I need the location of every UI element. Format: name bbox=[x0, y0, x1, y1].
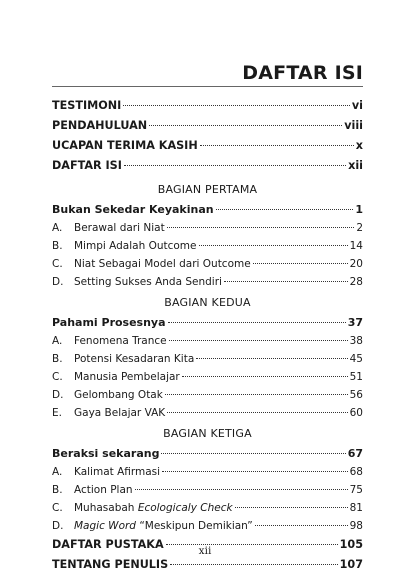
subsection-letter: C. bbox=[52, 502, 63, 514]
toc-entry-label: DAFTAR PUSTAKA bbox=[52, 538, 164, 551]
dot-leader bbox=[168, 322, 346, 323]
subsection-letter: C. bbox=[52, 258, 63, 270]
dot-leader bbox=[224, 281, 348, 282]
part-heading: BAGIAN PERTAMA bbox=[157, 183, 258, 196]
dot-leader bbox=[216, 209, 354, 210]
subsection-page: 98 bbox=[349, 520, 363, 532]
subsection-page: 20 bbox=[349, 258, 363, 270]
chapter-label: Bukan Sekedar Keyakinan bbox=[52, 203, 214, 216]
toc-entry-daftar-isi bbox=[52, 156, 363, 176]
subsection-entry bbox=[52, 255, 363, 273]
toc-entry-page: vi bbox=[351, 99, 363, 112]
subsection-label: Setting Sukses Anda Sendiri bbox=[74, 276, 222, 288]
subsection-entry bbox=[52, 350, 363, 368]
subsection-page: 60 bbox=[349, 407, 363, 419]
dot-leader bbox=[169, 340, 348, 341]
subsection-label: Mimpi Adalah Outcome bbox=[74, 240, 197, 252]
subsection-label: Berawal dari Niat bbox=[74, 222, 165, 234]
subsection-label: Fenomena Trance bbox=[74, 335, 167, 347]
toc-entry-page: 107 bbox=[339, 558, 363, 571]
subsection-page: 51 bbox=[349, 371, 363, 383]
chapter-entry bbox=[52, 200, 363, 219]
subsection-entry bbox=[52, 386, 363, 404]
subsection-label: Niat Sebagai Model dari Outcome bbox=[74, 258, 251, 270]
dot-leader bbox=[200, 145, 354, 146]
subsection-entry bbox=[52, 404, 363, 422]
subsection-label: Gelombang Otak bbox=[74, 389, 163, 401]
part-heading: BAGIAN KETIGA bbox=[163, 427, 252, 440]
subsection-entry bbox=[52, 273, 363, 291]
dot-leader bbox=[161, 453, 345, 454]
subsection-letter: D. bbox=[52, 520, 64, 532]
toc-entry-page: x bbox=[355, 139, 363, 152]
subsection-label-suffix: “Meskipun Demikian” bbox=[135, 520, 253, 532]
subsection-page: 75 bbox=[349, 484, 363, 496]
chapter-page: 37 bbox=[347, 316, 363, 329]
subsection-page: 28 bbox=[349, 276, 363, 288]
subsection-letter: A. bbox=[52, 466, 63, 478]
subsection-label: Action Plan bbox=[74, 484, 133, 496]
dot-leader bbox=[196, 358, 347, 359]
dot-leader bbox=[167, 412, 347, 413]
toc-entry-page: viii bbox=[344, 119, 363, 132]
subsection-page: 56 bbox=[349, 389, 363, 401]
subsection-label: Manusia Pembelajar bbox=[74, 371, 180, 383]
chapter-page: 67 bbox=[347, 447, 363, 460]
subsection-page: 2 bbox=[356, 222, 363, 234]
chapter-entry bbox=[52, 313, 363, 332]
dot-leader bbox=[123, 105, 350, 106]
toc-entry-label: TENTANG PENULIS bbox=[52, 558, 169, 571]
subsection-letter: D. bbox=[52, 389, 64, 401]
subsection-letter: A. bbox=[52, 335, 63, 347]
chapter-entry bbox=[52, 444, 363, 463]
toc-entry-label: DAFTAR ISI bbox=[52, 159, 122, 172]
toc-entry-pendahuluan bbox=[52, 116, 363, 136]
subsection-letter: E. bbox=[52, 407, 62, 419]
dot-leader bbox=[124, 165, 346, 166]
toc-entry-label: UCAPAN TERIMA KASIH bbox=[52, 139, 198, 152]
subsection-letter: B. bbox=[52, 240, 63, 252]
subsection-letter: B. bbox=[52, 353, 63, 365]
page-title: DAFTAR ISI bbox=[242, 62, 363, 84]
toc-entry-page: xii bbox=[348, 159, 363, 172]
part-heading: BAGIAN KEDUA bbox=[164, 296, 251, 309]
subsection-page: 68 bbox=[349, 466, 363, 478]
dot-leader bbox=[235, 507, 348, 508]
chapter-page: 1 bbox=[355, 203, 363, 216]
subsection-page: 45 bbox=[349, 353, 363, 365]
dot-leader bbox=[135, 489, 348, 490]
subsection-entry bbox=[52, 332, 363, 350]
table-of-contents bbox=[52, 96, 363, 575]
subsection-letter: A. bbox=[52, 222, 63, 234]
toc-entry-testimoni bbox=[52, 96, 363, 116]
toc-entry-label: PENDAHULUAN bbox=[52, 119, 148, 132]
subsection-label: Kalimat Afirmasi bbox=[74, 466, 161, 478]
dot-leader bbox=[182, 376, 348, 377]
chapter-label: Beraksi sekarang bbox=[52, 447, 160, 460]
subsection-label-italic: Magic Word bbox=[74, 520, 136, 532]
subsection-letter: D. bbox=[52, 276, 64, 288]
subsection-entry bbox=[52, 219, 363, 237]
title-divider bbox=[52, 86, 363, 87]
subsection-page: 38 bbox=[349, 335, 363, 347]
subsection-label-prefix: Muhasabah bbox=[74, 502, 138, 514]
subsection-entry bbox=[52, 237, 363, 255]
subsection-entry bbox=[52, 499, 363, 517]
subsection-entry bbox=[52, 481, 363, 499]
dot-leader bbox=[199, 245, 348, 246]
dot-leader bbox=[255, 525, 348, 526]
subsection-label: Potensi Kesadaran Kita bbox=[74, 353, 195, 365]
subsection-entry bbox=[52, 517, 363, 535]
subsection-entry bbox=[52, 463, 363, 481]
toc-entry-ucapan bbox=[52, 136, 363, 156]
page-number: xii bbox=[198, 545, 212, 557]
dot-leader bbox=[165, 394, 348, 395]
subsection-page: 81 bbox=[349, 502, 363, 514]
subsection-label-italic: Ecologicaly Check bbox=[137, 502, 233, 514]
subsection-letter: C. bbox=[52, 371, 63, 383]
dot-leader bbox=[162, 471, 348, 472]
subsection-page: 14 bbox=[349, 240, 363, 252]
dot-leader bbox=[170, 564, 338, 565]
subsection-label: Gaya Belajar VAK bbox=[74, 407, 166, 419]
subsection-letter: B. bbox=[52, 484, 63, 496]
dot-leader bbox=[149, 125, 342, 126]
toc-entry-page: 105 bbox=[339, 538, 363, 551]
dot-leader bbox=[253, 263, 348, 264]
dot-leader bbox=[167, 227, 355, 228]
toc-entry-label: TESTIMONI bbox=[52, 99, 122, 112]
toc-entry-tentang-penulis bbox=[52, 555, 363, 575]
subsection-entry bbox=[52, 368, 363, 386]
chapter-label: Pahami Prosesnya bbox=[52, 316, 166, 329]
